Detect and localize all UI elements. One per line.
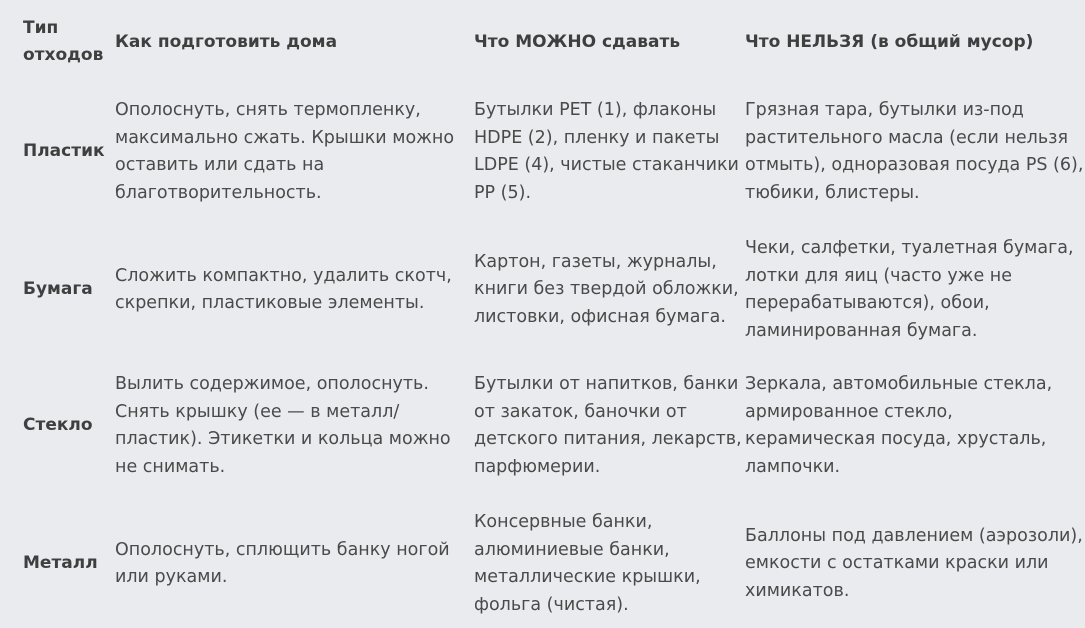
row-type-label: Стекло: [23, 415, 93, 436]
row-prepare-text: Вылить содержимое, ополоснуть. Снять крышку (ее — в металл/ пластик). Этикетки и кольца можно не снимать.: [115, 374, 451, 477]
table-cell-prepare: [115, 508, 469, 620]
header-prepare: [115, 14, 469, 70]
header-can-label: Что МОЖНО сдавать: [474, 31, 681, 52]
row-cannot-text: Грязная тара, бутылки из-под растительного масла (если нельзя отмыть), одноразовая посуда PS (6), тюбики, блистеры.: [745, 100, 1084, 203]
table-cell-prepare: [115, 234, 469, 346]
table-cell-prepare: [115, 96, 469, 208]
table-cell-cannot: [745, 234, 1085, 346]
header-type: [23, 14, 113, 70]
header-prepare-label: Как подготовить дома: [115, 31, 338, 52]
table-row-type: [23, 370, 113, 482]
row-type-label: Бумага: [23, 279, 93, 300]
row-type-label: Пластик: [23, 141, 105, 162]
table-cell-can: [474, 370, 744, 482]
row-can-text: Бутылки PET (1), флаконы HDPE (2), пленку и пакеты LDPE (4), чистые стаканчики PP (5).: [474, 100, 739, 203]
table-cell-can: [474, 508, 744, 620]
row-cannot-text: Чеки, салфетки, туалетная бумага, лотки для яиц (часто уже не перерабатываются), обои, ламинированная бумага.: [745, 238, 1074, 341]
header-type-label: Тип отходов: [23, 18, 104, 65]
table-cell-can: [474, 96, 744, 208]
header-cannot: [745, 14, 1085, 70]
row-prepare-text: Ополоснуть, снять термопленку, максимально сжать. Крышки можно оставить или сдать на благотворительность.: [115, 100, 455, 203]
table-cell-prepare: [115, 370, 469, 482]
table-cell-cannot: [745, 370, 1085, 482]
row-cannot-text: Баллоны под давлением (аэрозоли), емкости с остатками краски или химикатов.: [745, 525, 1083, 601]
row-type-label: Металл: [23, 553, 98, 574]
header-cannot-label: Что НЕЛЬЗЯ (в общий мусор): [745, 31, 1034, 52]
row-can-text: Консервные банки, алюминиевые банки, металлические крышки, фольга (чистая).: [474, 512, 701, 615]
row-prepare-text: Ополоснуть, сплющить банку ногой или руками.: [115, 539, 450, 587]
row-can-text: Бутылки от напитков, банки от закаток, баночки от детского питания, лекарств, парфюмерии.: [474, 374, 742, 477]
header-can: [474, 14, 744, 70]
table-cell-cannot: [745, 508, 1085, 620]
table-cell-cannot: [745, 96, 1085, 208]
row-prepare-text: Сложить компактно, удалить скотч, скрепки, пластиковые элементы.: [115, 265, 452, 313]
table-row-type: [23, 508, 113, 620]
table-cell-can: [474, 234, 744, 346]
table-row-type: [23, 234, 113, 346]
row-can-text: Картон, газеты, журналы, книги без твердой обложки, листовки, офисная бумага.: [474, 251, 739, 327]
table-row-type: [23, 96, 113, 208]
row-cannot-text: Зеркала, автомобильные стекла, армированное стекло, керамическая посуда, хрусталь, лампочки.: [745, 374, 1053, 477]
